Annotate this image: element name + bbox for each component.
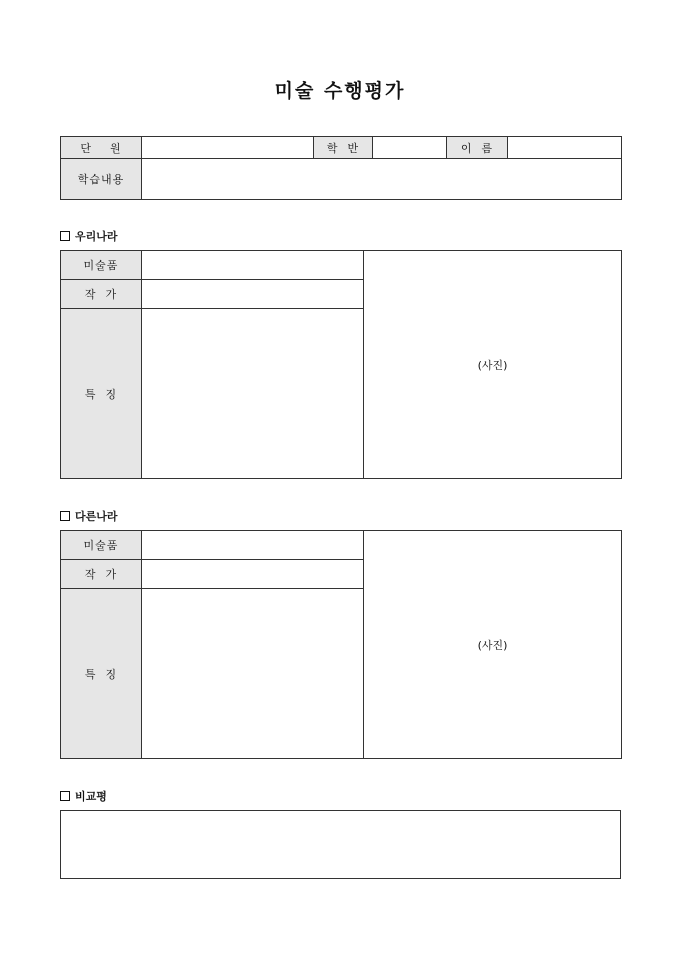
artist-label: 작 가 — [61, 560, 142, 589]
photo-area[interactable]: (사진) — [364, 251, 622, 479]
artwork-label: 미술품 — [61, 251, 142, 280]
photo-area[interactable]: (사진) — [364, 531, 622, 759]
info-table — [60, 136, 622, 200]
features-label: 특 징 — [61, 589, 142, 759]
section-heading-comparison: 비교평 — [60, 788, 107, 804]
comparison-field[interactable] — [60, 810, 621, 879]
checkbox-square-icon — [60, 791, 70, 801]
artwork-field[interactable] — [142, 531, 364, 560]
artist-field[interactable] — [142, 280, 364, 309]
page-title: 미술 수행평가 — [274, 80, 406, 102]
korea-art-table — [60, 250, 622, 479]
features-field[interactable] — [142, 589, 364, 759]
section-heading-other: 다른나라 — [60, 508, 118, 524]
artist-field[interactable] — [142, 560, 364, 589]
features-label: 특 징 — [61, 309, 142, 479]
artwork-field[interactable] — [142, 251, 364, 280]
artist-label: 작 가 — [61, 280, 142, 309]
features-field[interactable] — [142, 309, 364, 479]
section-heading-korea: 우리나라 — [60, 228, 118, 244]
unit-field[interactable] — [142, 137, 314, 159]
content-field[interactable] — [142, 159, 622, 200]
unit-label: 단 원 — [61, 137, 142, 159]
class-label: 학 반 — [314, 137, 373, 159]
checkbox-square-icon — [60, 511, 70, 521]
artwork-label: 미술품 — [61, 531, 142, 560]
other-art-table — [60, 530, 622, 759]
name-field[interactable] — [508, 137, 622, 159]
content-label: 학습내용 — [61, 159, 142, 200]
class-field[interactable] — [373, 137, 447, 159]
name-label: 이 름 — [447, 137, 508, 159]
checkbox-square-icon — [60, 231, 70, 241]
